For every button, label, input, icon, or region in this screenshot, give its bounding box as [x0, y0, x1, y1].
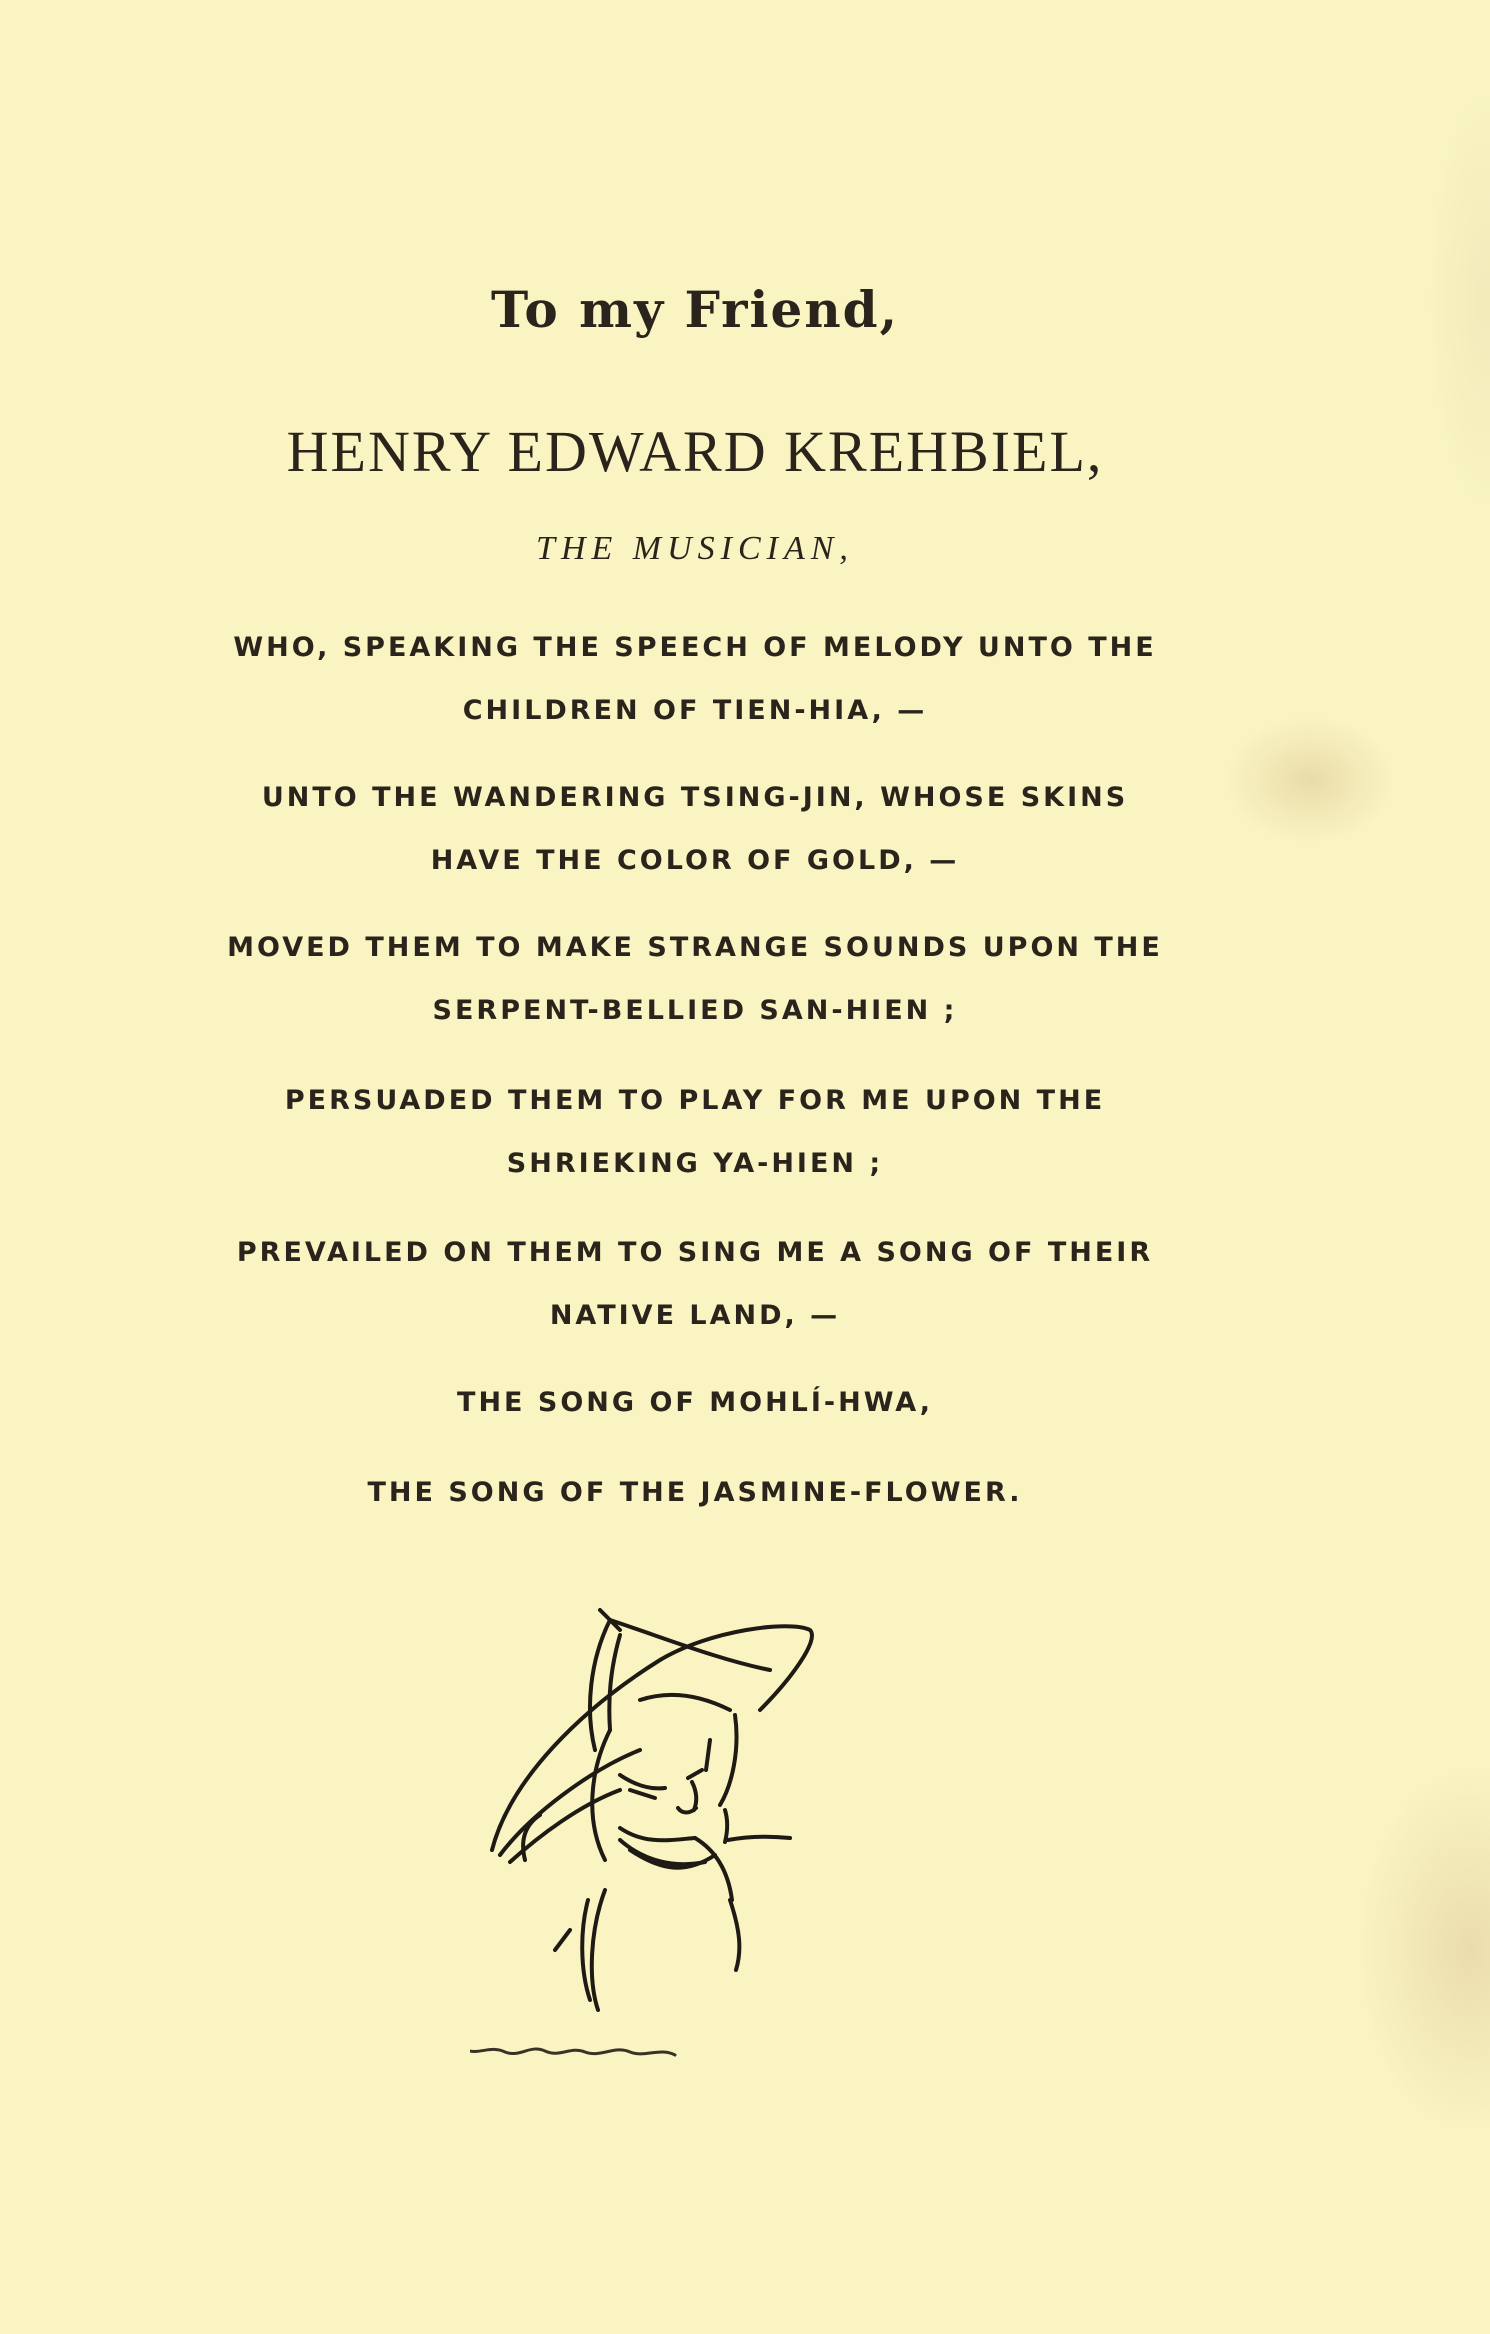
verse-line: PREVAILED ON THEM TO SING ME A SONG OF THEIR: [236, 1237, 1154, 1268]
verse-line: MOVED THEM TO MAKE STRANGE SOUNDS UPON THE: [227, 932, 1163, 963]
verse-line: HAVE THE COLOR OF GOLD, —: [430, 845, 960, 876]
verse-line: PERSUADED THEM TO PLAY FOR ME UPON THE: [284, 1085, 1106, 1116]
verse-line: THE SONG OF THE JASMINE-FLOWER.: [367, 1477, 1023, 1508]
verse-line: NATIVE LAND, —: [549, 1300, 841, 1331]
verse-line: UNTO THE WANDERING TSING-JIN, WHOSE SKINS: [261, 782, 1129, 813]
verse-line: THE SONG OF MOHLÍ-HWA,: [457, 1387, 933, 1418]
dedication-heading: To my Friend,: [490, 280, 900, 339]
verse-line: CHILDREN OF TIEN-HIA, —: [462, 695, 928, 726]
dedicatee-role: THE MUSICIAN,: [536, 530, 854, 567]
dedicatee-name: HENRY EDWARD KREHBIEL,: [286, 419, 1104, 484]
verse-line: WHO, SPEAKING THE SPEECH OF MELODY UNTO THE: [233, 632, 1157, 663]
man-with-hat-sketch-icon: [470, 1600, 830, 2080]
verse-line: SERPENT-BELLIED SAN-HIEN ;: [432, 995, 958, 1026]
verse-line: SHRIEKING YA-HIEN ;: [506, 1148, 884, 1179]
